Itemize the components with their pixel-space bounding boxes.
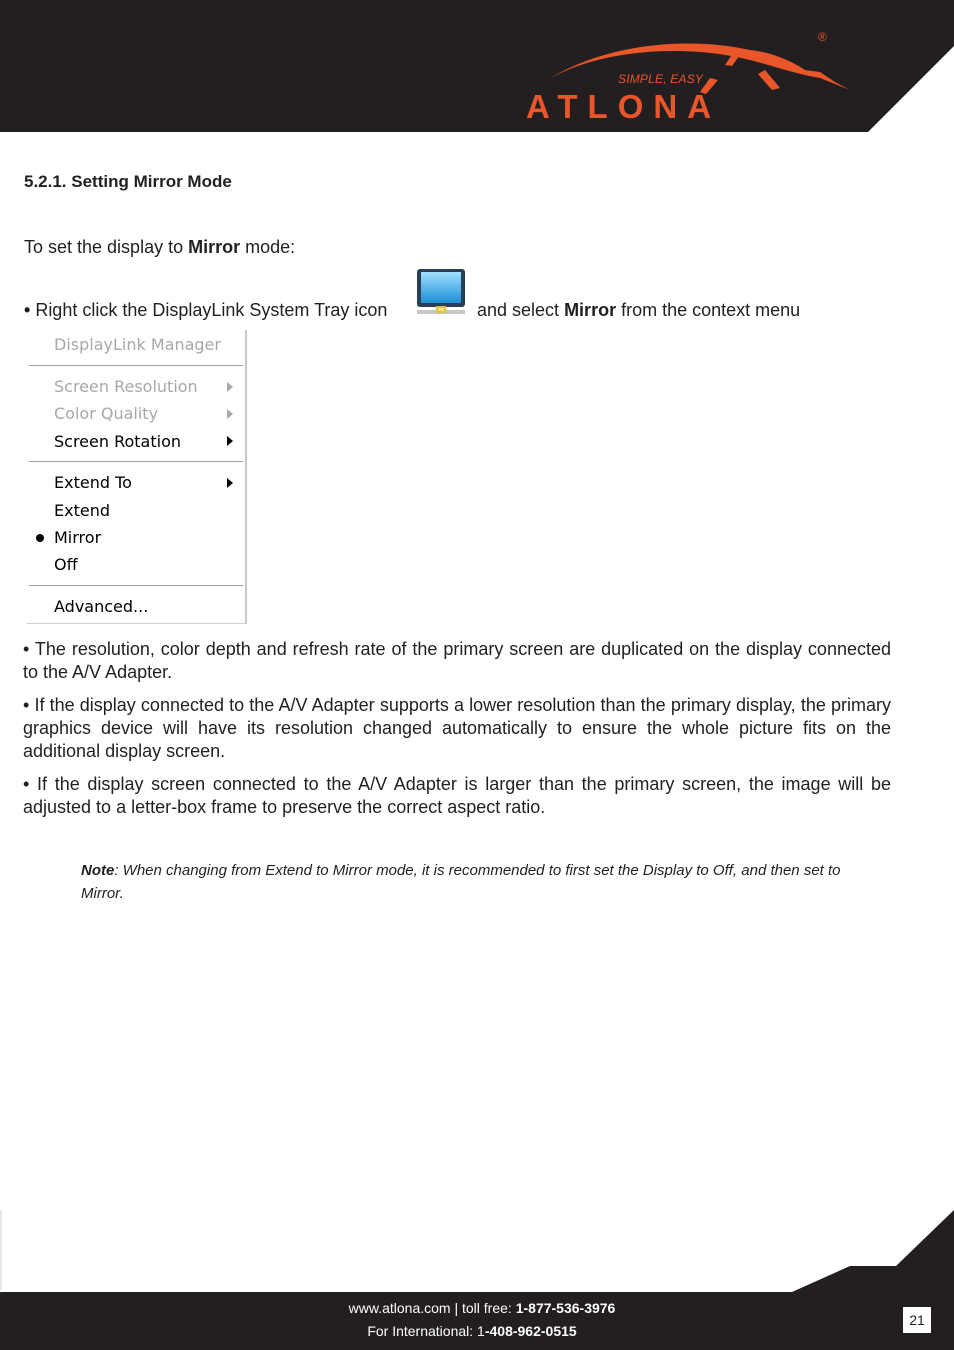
menu-item-off[interactable]: Off <box>54 555 78 574</box>
menu-item-advanced[interactable]: Advanced... <box>54 597 149 616</box>
footer-contact <box>0 1300 954 1316</box>
submenu-arrow-icon <box>227 436 233 446</box>
menu-item-screen-rotation[interactable]: Screen Rotation <box>54 432 182 451</box>
step-1-tail <box>477 300 800 321</box>
section-title: 5.2.1. Setting Mirror Mode <box>24 172 232 191</box>
paragraph-lower-resolution: • If the display connected to the A/V Adapter supports a lower resolution than the primary display, the primary graphics device will have its resolution changed automatically to ensure the whole picture fits on the additional display screen. <box>23 695 891 761</box>
selected-bullet-icon <box>36 534 44 542</box>
intro-prefix: To set the display to <box>24 237 189 257</box>
menu-item-color-quality[interactable]: Color Quality <box>54 404 159 423</box>
step-1-text <box>24 300 387 321</box>
note-text: : When changing from Extend to Mirror mode, it is recommended to first set the Display to Off, and then set to Mirror. <box>81 862 841 902</box>
note <box>81 859 841 905</box>
logo-wordmark: ATLONA <box>526 88 722 125</box>
submenu-arrow-icon <box>227 409 233 419</box>
footer-intl-number: -408-962-0515 <box>484 1323 577 1339</box>
menu-item-displaylink-manager[interactable]: DisplayLink Manager <box>54 335 221 354</box>
footer-intl-prefix: For International: 1 <box>367 1323 485 1339</box>
step-1-suffix: from the context menu <box>616 300 801 320</box>
intro-suffix: mode: <box>240 237 296 257</box>
intro-text <box>24 237 295 258</box>
menu-item-mirror[interactable]: Mirror <box>54 528 102 547</box>
page-number: 21 <box>903 1307 931 1333</box>
menu-separator <box>29 461 243 463</box>
bullet: • <box>24 300 31 320</box>
step-1-bold: Mirror <box>564 300 617 320</box>
footer-web: www.atlona.com | toll free: <box>348 1300 516 1316</box>
footer-tollfree: 1-877-536-3976 <box>515 1300 616 1316</box>
context-menu <box>27 330 247 624</box>
logo-tagline: SIMPLE, EASY <box>618 72 704 86</box>
atlona-logo <box>520 30 860 125</box>
menu-item-screen-resolution[interactable]: Screen Resolution <box>54 377 198 396</box>
intro-bold: Mirror <box>188 237 241 257</box>
menu-separator <box>29 365 243 367</box>
paragraph-letterbox: • If the display screen connected to the A/V Adapter is larger than the primary screen, the image will be adjusted to a letter-box frame to preserve the correct aspect ratio. <box>23 774 891 817</box>
menu-separator <box>29 585 243 587</box>
menu-item-extend[interactable]: Extend <box>54 501 110 520</box>
monitor-tray-icon <box>414 268 468 320</box>
step-1-middle: and select <box>477 300 565 320</box>
submenu-arrow-icon <box>227 478 233 488</box>
registered-mark: ® <box>818 30 827 44</box>
submenu-arrow-icon <box>227 382 233 392</box>
paragraph-duplicate-settings: • The resolution, color depth and refresh rate of the primary screen are duplicated on the display connected to the A/V Adapter. <box>23 639 891 682</box>
note-label: Note <box>81 862 115 879</box>
step-1-prefix: Right click the DisplayLink System Tray icon <box>30 300 388 320</box>
menu-item-extend-to[interactable]: Extend To <box>54 473 132 492</box>
footer-international <box>0 1323 944 1339</box>
